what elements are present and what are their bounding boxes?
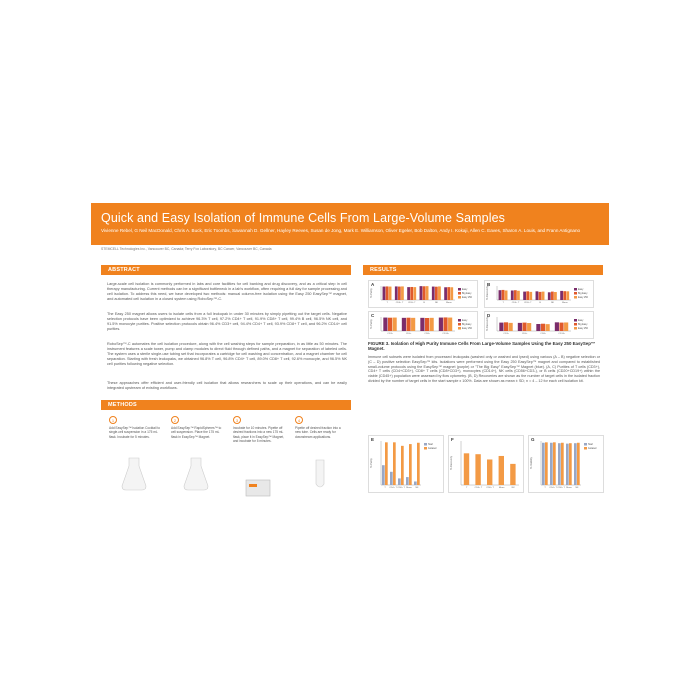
results-body: Immune cell subsets were isolated from processed leukopaks (washed only or washed and lysed) using various (A – B) negative selection or (C – D) positive selection EasySep™ kits. Isolations were performed using the Easy 250 EasySep™ magnet and compared to established small-volume protocols using the EasySep™ magnet (purple) or "The Big Easy" EasySep™ Magnet (blue). (A, C) Purities of T cells (CD3+), CD4+ T cells (CD4+CD3+), CD8+ T cells (CD8+CD3+), monocytes (CD14+), NK cells (CD56+CD3-), or B cells (CD20+CD19+) within the viable (CD45+) population were assessed by flow cytometry. (B, D) Recoveries are shown as the number of target cells in the isolated fraction divided by the number of target cells in the start sample x 100%. Data are shown as mean ± SD; n = 4 – 12 for each cell isolation kit. bbox=[368, 355, 600, 383]
chart-bar bbox=[383, 318, 387, 331]
chart-g bbox=[528, 435, 604, 493]
legend-swatch bbox=[458, 323, 461, 326]
chart-bar bbox=[505, 290, 508, 300]
chart-bar bbox=[560, 291, 563, 300]
chart-bar bbox=[388, 318, 392, 331]
flask-icon bbox=[119, 452, 149, 492]
x-tick-label: T bbox=[386, 302, 388, 304]
chart-bar bbox=[553, 442, 556, 485]
legend-label: Big Easy bbox=[462, 323, 472, 327]
chart-bar bbox=[420, 318, 424, 331]
chart-bar bbox=[398, 287, 401, 300]
legend-swatch bbox=[424, 447, 427, 450]
chart-bar bbox=[499, 323, 503, 331]
x-tick-label: CD4+ bbox=[405, 333, 412, 335]
x-tick-label: T bbox=[544, 487, 546, 489]
chart-bar bbox=[414, 481, 417, 485]
chart-bar bbox=[548, 292, 551, 300]
chart-bar bbox=[430, 318, 434, 331]
x-tick-label: T bbox=[466, 487, 468, 489]
x-tick-label: CD4+ T bbox=[395, 302, 404, 304]
chart-bar bbox=[499, 290, 502, 300]
chart-bar bbox=[566, 291, 569, 300]
chart-a bbox=[368, 280, 478, 308]
x-tick-label: CD8+ bbox=[424, 333, 431, 335]
step-number: 2 bbox=[171, 416, 179, 424]
chart-bar bbox=[390, 472, 393, 485]
abstract-paragraph-1: Large-scale cell isolation is commonly performed in labs and core facilities for cell banking and drug discovery, and as a critical step in cell therapy manufacturing. Current methods can be a significant bottleneck in a lab's workflow, often requiring a full day for sample processing and cell isolation. To address this need, we have developed two methods: manual column-free isolation using the Easy 250 EasySep™ magnet, and automated cell isolation in a closed system using RoboSep™-C. bbox=[107, 282, 347, 301]
chart-bar bbox=[423, 286, 426, 300]
x-tick-label: CD8+ T bbox=[408, 302, 416, 304]
legend-swatch bbox=[584, 447, 587, 450]
legend-swatch bbox=[574, 319, 577, 322]
x-tick-label: CD4+ T bbox=[511, 302, 520, 304]
chart-bar bbox=[407, 287, 410, 300]
legend-swatch bbox=[574, 327, 577, 330]
legend-swatch bbox=[458, 292, 461, 295]
chart-panel-label: C bbox=[371, 313, 375, 318]
y-axis-label: % Recovery bbox=[450, 456, 453, 470]
x-tick-label: T bbox=[502, 302, 504, 304]
chart-bar bbox=[551, 292, 554, 300]
chart-f bbox=[448, 435, 524, 493]
step-text: Pipette off desired fraction into a new tube. Cells are ready for downstream applications. bbox=[295, 426, 341, 439]
legend-swatch bbox=[574, 296, 577, 299]
poster bbox=[91, 203, 609, 497]
legend-label: Start bbox=[588, 443, 594, 447]
legend-label: Isolated bbox=[428, 447, 437, 451]
x-tick-label: CD4+ bbox=[521, 333, 528, 335]
figure-caption: FIGURE 3. Isolation of High Purity Immune Cells From Large-Volume Samples Using the Easy 250 EasySep™ Magnet. bbox=[368, 341, 596, 352]
chart-bar bbox=[386, 286, 389, 300]
chart-bar bbox=[566, 444, 569, 485]
x-tick-label: NK bbox=[575, 487, 579, 489]
legend-label: Big Easy bbox=[578, 292, 588, 296]
chart-panel-label: F bbox=[451, 437, 454, 442]
chart-svg bbox=[485, 281, 593, 307]
chart-bar bbox=[389, 287, 392, 300]
legend-swatch bbox=[574, 288, 577, 291]
abstract-paragraph-4: These approaches offer efficient and user-friendly cell isolation that allows researchers to scale up their operations, and can be easily integrated upstream of existing workflows. bbox=[107, 381, 347, 390]
chart-bar bbox=[420, 286, 423, 300]
flask-icon bbox=[181, 452, 211, 492]
chart-bar bbox=[542, 443, 545, 485]
chart-bar bbox=[444, 287, 447, 300]
chart-bar bbox=[509, 323, 513, 331]
abstract-paragraph-2: The Easy 250 magnet allows users to isolate cells from a full leukopak in under 30 minutes by simply pipetting out the target cells. Negative selection protocols have been optimized to achieve 96.3% T cell, 97.2% CD4+ T cell, 91.9% CD8+ T cell, 99.4% B cell, 96.5% NK cell, and 91.5% monocyte purities. Positive selection protocols obtain 96.4% CD3+ cell, 94.4% CD4+ T cell, 93.9% CD8+ T cell, and 96.2% CD14+ cell purities. bbox=[107, 312, 347, 331]
chart-bar bbox=[439, 318, 443, 331]
step-number: 1 bbox=[109, 416, 117, 424]
chart-bar bbox=[558, 443, 561, 485]
chart-bar bbox=[526, 291, 529, 300]
chart-bar bbox=[561, 443, 564, 485]
tube-icon bbox=[305, 452, 335, 492]
x-tick-label: CD3+ bbox=[387, 333, 394, 335]
legend-swatch bbox=[458, 319, 461, 322]
chart-bar bbox=[447, 287, 450, 300]
step-number: 4 bbox=[295, 416, 303, 424]
abstract-heading: ABSTRACT bbox=[101, 265, 351, 275]
step-text: Incubate for 10 minutes. Pipette off desired fractions into a new 175 mL flask, place it in EasySep™ Magnet, and incubate for 5 minutes. bbox=[233, 426, 285, 444]
y-axis-label: % Recovery bbox=[486, 317, 489, 331]
chart-d bbox=[484, 311, 594, 339]
legend-label: Isolated bbox=[588, 447, 597, 451]
chart-bar bbox=[402, 318, 406, 331]
chart-bar bbox=[555, 322, 559, 331]
chart-bar bbox=[413, 287, 416, 300]
chart-svg bbox=[369, 312, 477, 338]
x-tick-label: B bbox=[423, 302, 425, 304]
results-heading: RESULTS bbox=[363, 265, 603, 275]
chart-bar bbox=[536, 324, 540, 331]
x-tick-label: Mono bbox=[406, 487, 412, 489]
x-tick-label: CD4+ T bbox=[474, 487, 483, 489]
chart-e bbox=[368, 435, 444, 493]
x-tick-label: NK bbox=[415, 487, 419, 489]
legend-swatch bbox=[584, 443, 587, 446]
chart-bar bbox=[435, 287, 438, 300]
methods-heading: METHODS bbox=[101, 400, 351, 410]
legend-label: Easy 250 bbox=[462, 327, 472, 331]
chart-bar bbox=[409, 444, 412, 485]
chart-bar bbox=[406, 477, 409, 485]
chart-bar bbox=[406, 318, 410, 331]
chart-b bbox=[484, 280, 594, 308]
legend-swatch bbox=[424, 443, 427, 446]
chart-bar bbox=[432, 287, 435, 300]
step-number: 3 bbox=[233, 416, 241, 424]
legend-swatch bbox=[458, 296, 461, 299]
x-tick-label: CD4+ T bbox=[549, 487, 557, 489]
x-tick-label: CD8+ T bbox=[557, 487, 565, 489]
x-tick-label: CD14+ bbox=[558, 333, 566, 335]
legend-label: Easy bbox=[462, 288, 468, 292]
x-tick-label: CD8+ T bbox=[524, 302, 532, 304]
x-tick-label: CD8+ T bbox=[397, 487, 405, 489]
chart-bar bbox=[411, 318, 415, 331]
chart-bar bbox=[401, 446, 404, 485]
chart-bar bbox=[510, 464, 515, 485]
y-axis-label: % Purity bbox=[370, 288, 373, 298]
chart-bar bbox=[523, 292, 526, 300]
chart-bar bbox=[541, 324, 545, 331]
chart-bar bbox=[410, 287, 413, 300]
chart-bar bbox=[550, 443, 553, 485]
chart-bar bbox=[554, 292, 557, 300]
chart-svg bbox=[529, 436, 603, 492]
chart-svg bbox=[485, 312, 593, 338]
chart-bar bbox=[574, 443, 577, 485]
x-tick-label: CD8+ bbox=[540, 333, 547, 335]
chart-bar bbox=[539, 292, 542, 300]
chart-bar bbox=[417, 443, 420, 485]
chart-bar bbox=[398, 478, 401, 485]
y-axis-label: % Purity bbox=[370, 319, 373, 329]
magnet-icon bbox=[243, 458, 273, 498]
chart-bar bbox=[529, 292, 532, 300]
chart-bar bbox=[577, 443, 580, 485]
legend-label: Big Easy bbox=[462, 292, 472, 296]
chart-bar bbox=[499, 456, 504, 485]
poster-title: Quick and Easy Isolation of Immune Cells From Large-Volume Samples bbox=[101, 211, 505, 225]
step-text: Add EasySep™ Isolation Cocktail to single-cell suspension in a 175 mL flask. Incubate for 5 minutes. bbox=[109, 426, 161, 439]
x-tick-label: Mono bbox=[566, 487, 572, 489]
y-axis-label: % Recovery bbox=[486, 286, 489, 300]
chart-panel-label: B bbox=[487, 282, 491, 287]
x-tick-label: NK bbox=[511, 487, 515, 489]
x-tick-label: CD14+ bbox=[442, 333, 450, 335]
chart-bar bbox=[464, 453, 469, 485]
chart-panel-label: A bbox=[371, 282, 375, 287]
chart-bar bbox=[395, 286, 398, 300]
x-tick-label: B bbox=[539, 302, 541, 304]
chart-bar bbox=[401, 286, 404, 300]
x-tick-label: NK bbox=[434, 302, 439, 304]
chart-bar bbox=[563, 291, 566, 300]
step-text: Add EasySep™ RapidSpheres™ to cell suspension. Place the 175 mL flask in EasySep™ Magnet. bbox=[171, 426, 222, 439]
chart-bar bbox=[522, 323, 526, 331]
chart-bar bbox=[504, 322, 508, 331]
chart-bar bbox=[385, 442, 388, 485]
chart-bar bbox=[393, 318, 397, 331]
chart-bar bbox=[514, 290, 517, 300]
y-axis-label: % Viability bbox=[530, 457, 533, 469]
chart-svg bbox=[369, 436, 443, 492]
chart-bar bbox=[425, 318, 429, 331]
chart-bar bbox=[517, 291, 520, 300]
chart-bar bbox=[383, 287, 386, 300]
x-tick-label: CD4+ T bbox=[389, 487, 397, 489]
chart-bar bbox=[382, 465, 385, 485]
legend-label: Easy bbox=[578, 288, 584, 292]
chart-svg bbox=[369, 281, 477, 307]
legend-label: Start bbox=[428, 443, 434, 447]
legend-label: Big Easy bbox=[578, 323, 588, 327]
affiliations: STEMCELL Technologies Inc., Vancouver BC, Canada; Terry Fox Laboratory, BC Cancer, Vancouver BC, Canada bbox=[101, 247, 272, 251]
x-tick-label: CD3+ bbox=[503, 333, 510, 335]
chart-panel-label: E bbox=[371, 437, 375, 442]
chart-svg bbox=[449, 436, 523, 492]
legend-label: Easy 250 bbox=[462, 296, 472, 300]
chart-bar bbox=[542, 292, 545, 300]
chart-bar bbox=[448, 318, 452, 331]
chart-bar bbox=[475, 454, 480, 485]
y-axis-label: % Purity bbox=[370, 458, 373, 468]
chart-bar bbox=[559, 323, 563, 331]
legend-label: Easy bbox=[578, 319, 584, 323]
abstract-paragraph-3: RoboSep™-C automates the cell isolation procedure, along with the cell washing steps for sample preparation, in as little as 50 minutes. The instrument features a scale tower, pump and clamp modules to direct fluid through defined paths, and a magnet for separation of labeled cells. The system uses a sterile single-use tubing set that incorporates a cartridge for cell washing and concentration, and a magnet chamber for cell separation. Starting with fresh leukopaks, we obtained 96.8% T cell, 96.8% CD4+ T cell, 89.0% CD8+ T cell, 92.6% monocyte, and 96.5% NK cell purities following negative selection. bbox=[107, 342, 347, 366]
x-tick-label: CD8+ T bbox=[486, 487, 494, 489]
chart-bar bbox=[487, 459, 492, 485]
poster-header bbox=[91, 203, 609, 245]
legend-label: Easy 250 bbox=[578, 296, 588, 300]
legend-label: Easy 250 bbox=[578, 327, 588, 331]
chart-bar bbox=[527, 323, 531, 331]
chart-bar bbox=[426, 286, 429, 300]
chart-bar bbox=[450, 287, 453, 300]
legend-swatch bbox=[458, 327, 461, 330]
chart-bar bbox=[545, 442, 548, 485]
chart-bar bbox=[443, 317, 447, 331]
chart-bar bbox=[536, 291, 539, 300]
chart-bar bbox=[518, 323, 522, 331]
x-tick-label: Mono bbox=[446, 302, 452, 304]
chart-panel-label: D bbox=[487, 313, 491, 318]
legend-swatch bbox=[458, 288, 461, 291]
chart-panel-label: G bbox=[531, 437, 535, 442]
x-tick-label: T bbox=[384, 487, 386, 489]
chart-c bbox=[368, 311, 478, 339]
chart-bar bbox=[569, 443, 572, 485]
x-tick-label: NK bbox=[550, 302, 555, 304]
chart-bar bbox=[511, 290, 514, 300]
legend-swatch bbox=[574, 323, 577, 326]
chart-bar bbox=[393, 442, 396, 485]
chart-bar bbox=[502, 290, 505, 300]
x-tick-label: Mono bbox=[498, 487, 505, 489]
chart-bar bbox=[564, 322, 568, 331]
legend-swatch bbox=[574, 292, 577, 295]
chart-bar bbox=[438, 286, 441, 300]
chart-bar bbox=[546, 324, 550, 331]
x-tick-label: Mono bbox=[562, 302, 568, 304]
legend-label: Easy bbox=[462, 319, 468, 323]
author-list: Vivienne Rebel, G Neil MacDonald, Chris A. Buck, Eric Toombs, Savannah D. Gellner, Hayley Reeves, Susan de Jong, Mark E. Williamson, Oliver Egeler, Bob Dalton, Andy I. Kokaji, Allen C. Eaves, Sharon A. Louis, and Frann Antignano bbox=[101, 228, 581, 233]
